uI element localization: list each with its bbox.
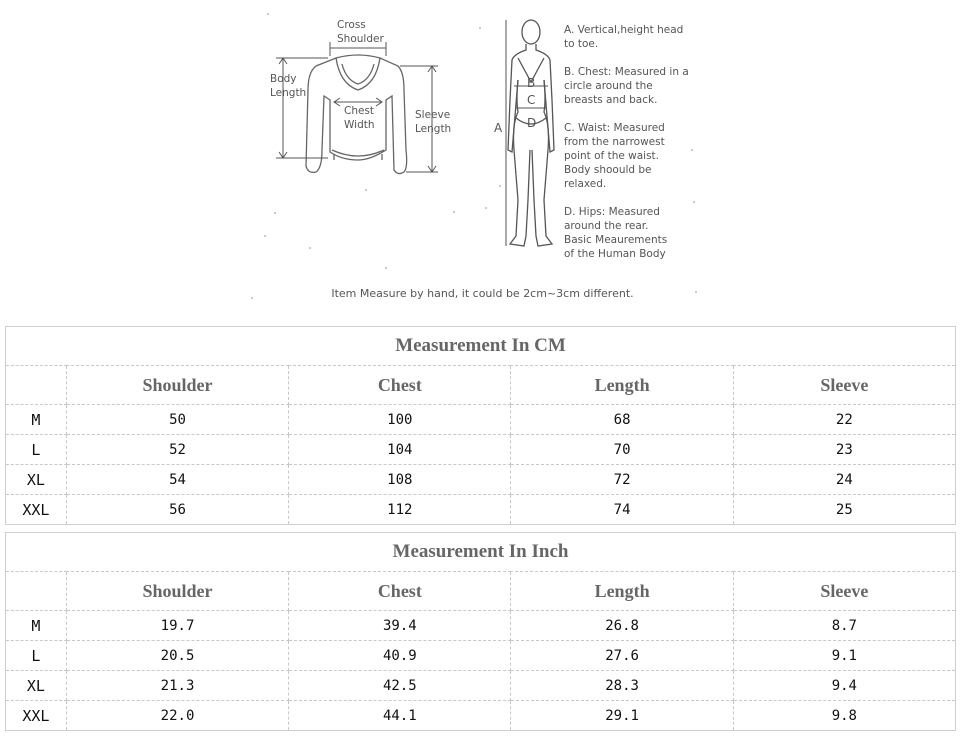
size-cell: XL: [6, 671, 67, 701]
sleeve-cell: 9.4: [733, 671, 955, 701]
sleeve-cell: 9.1: [733, 641, 955, 671]
length-cell: 28.3: [511, 671, 733, 701]
note-chest: B. Chest: Measured in a circle around the breasts and back.: [564, 66, 689, 106]
sleeve-length-label: Sleeve Length: [415, 109, 452, 135]
sleeve-cell: 8.7: [733, 611, 955, 641]
size-diagram: [0, 0, 965, 320]
inch-header-shoulder: Shoulder: [66, 572, 288, 611]
shoulder-cell: 20.5: [66, 641, 288, 671]
measure-note: Item Measure by hand, it could be 2cm~3cm different.: [331, 287, 634, 300]
inch-header-chest: Chest: [289, 572, 511, 611]
shoulder-cell: 52: [66, 435, 288, 465]
chest-cell: 108: [289, 465, 511, 495]
length-cell: 72: [511, 465, 733, 495]
marker-a: A: [494, 121, 503, 135]
inch-table-title: Measurement In Inch: [6, 533, 956, 572]
chest-cell: 40.9: [289, 641, 511, 671]
chest-cell: 104: [289, 435, 511, 465]
table-row: [6, 671, 956, 701]
cm-header-sleeve: Sleeve: [733, 366, 955, 405]
chest-width-label: Chest Width: [344, 105, 375, 131]
sleeve-cell: 9.8: [733, 701, 955, 731]
note-hips: D. Hips: Measured around the rear. Basic Meaurements of the Human Body: [564, 206, 668, 260]
chest-cell: 39.4: [289, 611, 511, 641]
marker-b: B: [527, 76, 536, 90]
chest-cell: 44.1: [289, 701, 511, 731]
shoulder-cell: 19.7: [66, 611, 288, 641]
length-cell: 68: [511, 405, 733, 435]
length-cell: 74: [511, 495, 733, 525]
size-cell: L: [6, 641, 67, 671]
table-row: [6, 435, 956, 465]
body-length-label: Body Length: [270, 73, 307, 99]
table-row: [6, 405, 956, 435]
cm-header-length: Length: [511, 366, 733, 405]
garment-and-body-illustration: [0, 0, 965, 320]
size-cell: XXL: [6, 701, 67, 731]
cm-header-size: [6, 366, 67, 405]
table-row: [6, 701, 956, 731]
shoulder-cell: 54: [66, 465, 288, 495]
size-cell: M: [6, 405, 67, 435]
size-cell: XXL: [6, 495, 67, 525]
shoulder-cell: 22.0: [66, 701, 288, 731]
human-figure-drawing: [508, 20, 554, 246]
sleeve-cell: 25: [733, 495, 955, 525]
shoulder-cell: 50: [66, 405, 288, 435]
length-cell: 70: [511, 435, 733, 465]
inch-table: [5, 532, 956, 731]
size-cell: M: [6, 611, 67, 641]
length-cell: 29.1: [511, 701, 733, 731]
cm-header-shoulder: Shoulder: [66, 366, 288, 405]
sleeve-cell: 22: [733, 405, 955, 435]
length-cell: 27.6: [511, 641, 733, 671]
cm-table-title: Measurement In CM: [6, 327, 956, 366]
marker-d: D: [527, 116, 537, 130]
table-row: [6, 465, 956, 495]
chest-cell: 42.5: [289, 671, 511, 701]
table-row: [6, 641, 956, 671]
inch-header-size: [6, 572, 67, 611]
shoulder-cell: 56: [66, 495, 288, 525]
sleeve-cell: 24: [733, 465, 955, 495]
sleeve-cell: 23: [733, 435, 955, 465]
inch-header-sleeve: Sleeve: [733, 572, 955, 611]
size-cell: L: [6, 435, 67, 465]
note-height: A. Vertical,height head to toe.: [564, 24, 684, 50]
note-waist: C. Waist: Measured from the narrowest point of the waist. Body shoould be relaxed.: [564, 122, 665, 190]
chest-cell: 100: [289, 405, 511, 435]
cm-header-chest: Chest: [289, 366, 511, 405]
inch-header-length: Length: [511, 572, 733, 611]
cross-shoulder-label: Cross Shoulder: [337, 19, 384, 45]
size-cell: XL: [6, 465, 67, 495]
marker-c: C: [527, 93, 536, 107]
table-row: [6, 611, 956, 641]
table-row: [6, 495, 956, 525]
shoulder-cell: 21.3: [66, 671, 288, 701]
cm-table: [5, 326, 956, 525]
length-cell: 26.8: [511, 611, 733, 641]
chest-cell: 112: [289, 495, 511, 525]
